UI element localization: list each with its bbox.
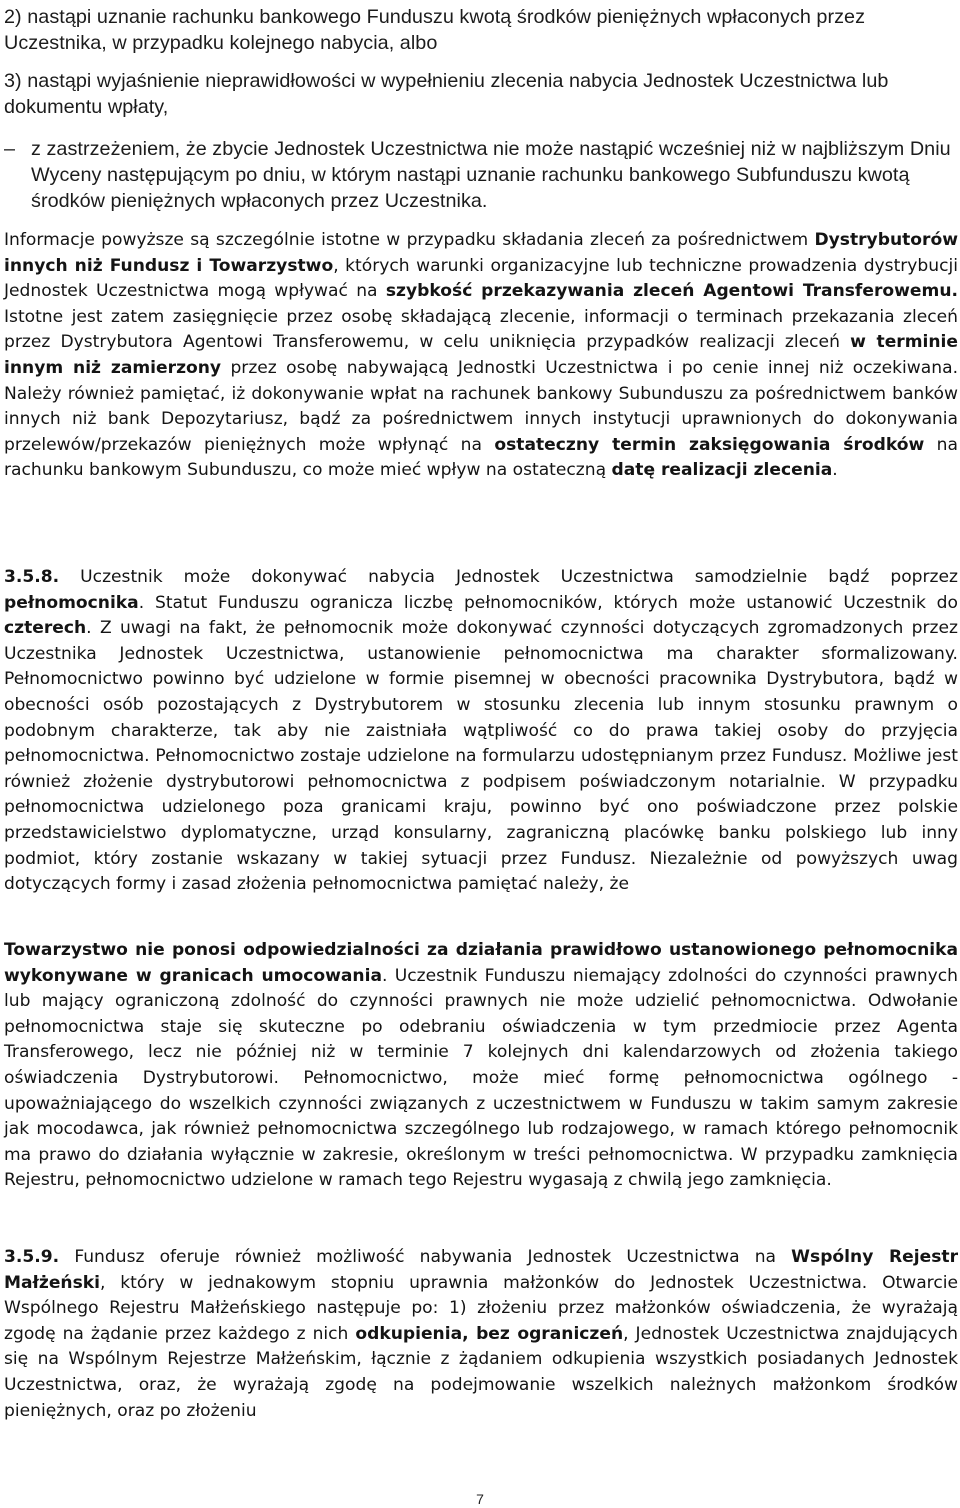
list-item-2: 2) nastąpi uznanie rachunku bankowego Funduszu kwotą środków pieniężnych wpłaconych przez Uczestnika, w przypadku kolejnego nabycia, albo (4, 6, 866, 55)
section-3-5-8 (4, 565, 958, 898)
info-text-2: , których warunki organizacyjne lub techniczne prowadzenia dystrybucji Jednostek Uczestnictwa mogą wpływać na (4, 255, 958, 302)
info-bold-date: datę realizacji zlecenia (611, 460, 833, 481)
s359-text-3: , Jednostek Uczestnictwa znajdujących się na Wspólnym Rejestrze Małżeńskim, łącznie z żądaniem odkupienia wszystkich posiadanych Jednostek Uczestnictwa, oraz, że wyrażają zgodę na podejmowanie wszelkich należnych małżonkom środków pieniężnych, oraz po złożeniu (4, 1323, 959, 1421)
s359-bold-redemption: odkupienia, bez ograniczeń (355, 1323, 624, 1344)
section-3-5-9 (4, 1245, 958, 1424)
page-number: 7 (476, 1491, 484, 1507)
s358-text-1: Uczestnik może dokonywać nabycia Jednostek Uczestnictwa samodzielnie bądź poprzez (59, 567, 958, 587)
liability-paragraph (4, 938, 958, 1194)
info-text-1: Informacje powyższe są szczególnie istotne w przypadku składania zleceń za pośrednictwem (4, 230, 815, 250)
s358-text-3: . Z uwagi na fakt, że pełnomocnik może dokonywać czynności dotyczących zgromadzonych przez Uczestnika Jednostek Uczestnictwa, ustanowienie pełnomocnictwa ma charakter sformalizowany. Pełnomocnictwo powinno być udzielone w formie pisemnej w obecności pracownika Dystrybutora, bądź w obecności osób pozostających z Dystrybutorem w stosunku zlecenia lub innym stosunku prawnym o podobnym charakterze, tak aby nie zaistniała wątpliwość co do prawa takiej osoby do przyjęcia pełnomocnictwa. Pełnomocnictwo zostaje udzielone na formularzu udostępnianym przez Fundusz. Możliwe jest również złożenie dystrybutorowi pełnomocnictwa z podpisem poświadczonym notarialnie. W przypadku pełnomocnictwa udzielonego poza granicami kraju, powinno być ono poświadczone przez polskie przedstawicielstwo dyplomatyczne, urząd konsularny, zagraniczną placówkę banku polskiego lub inny podmiot, który zostanie wskazany w takiej sytuacji przez Fundusz. Niezależnie od powyższych uwag dotyczących formy i zasad złożenia pełnomocnictwa pamiętać należy, że (4, 618, 958, 895)
section-number-3-5-9: 3.5.9. (4, 1247, 60, 1267)
info-bold-speed: szybkość przekazywania zleceń Agentowi Transferowemu. (385, 281, 958, 302)
s359-text-2: , który w jednakowym stopniu uprawnia małżonków do Jednostek Uczestnictwa. Otwarcie Wspólnego Rejestru Małżeńskiego następuje po: 1) złożeniu przez małżonków oświadczenia, że wyrażają zgodę na żądanie przez każdego z nich (4, 1272, 958, 1344)
liability-text: . Uczestnik Funduszu niemający zdolności do czynności prawnych lub mający ograniczoną zdolność do czynności prawnych nie może udzielić pełnomocnictwa. Odwołanie pełnomocnictwa staje się skuteczne po odebraniu oświadczenia w tym przedmiocie przez Agenta Transferowego, lecz nie później niż w terminie 7 kolejnych dni kalendarzowych od złożenia takiego oświadczenia Dystrybutorowi. Pełnomocnictwo, może mieć formę pełnomocnictwa ogólnego - upoważniającego do wszelkich czynności związanych z uczestnictwem w Funduszu w takim samym zakresie jak mocodawca, jak również pełnomocnictwa szczególnego lub rodzajowego, w ramach którego pełnomocnik ma prawo do działania wyłącznie w zakresie, określonym w treści pełnomocnictwa. W przypadku zamknięcia Rejestru, pełnomocnictwo udzielone w ramach tego Rejestru wygasają z chwilą jego zamknięcia. (4, 965, 958, 1191)
s359-text-1: Fundusz oferuje również możliwość nabywania Jednostek Uczestnictwa na (59, 1247, 792, 1267)
info-bold-term: w terminie innym niż zamierzony (4, 332, 959, 378)
s358-bold-four: czterech (4, 618, 87, 639)
s359-bold-register: Wspólny Rejestr Małżeński (4, 1247, 958, 1293)
info-text-5: na rachunku bankowym Subunduszu, co może mieć wpływ na ostateczną (4, 434, 958, 481)
s358-bold-proxy: pełnomocnika (4, 592, 139, 613)
info-text-6: . (832, 460, 838, 481)
list-item-3: 3) nastąpi wyjaśnienie nieprawidłowości w wypełnieniu zlecenia nabycia Jednostek Uczestnictwa lub dokumentu wpłaty, (4, 70, 889, 119)
info-text-3: Istotne jest zatem zasięgnięcie przez osobę składającą zlecenie, informacji o terminach przekazania zleceń przez Dystrybutora Agentowi Transferowemu, w celu uniknięcia przypadków realizacji zleceń (4, 306, 958, 353)
section-number-3-5-8: 3.5.8. (4, 567, 60, 587)
info-bold-booking: ostateczny termin zaksięgowania środków (494, 434, 925, 455)
reservation-text: z zastrzeżeniem, że zbycie Jednostek Uczestnictwa nie może nastąpić wcześniej niż w najbliższym Dniu Wyceny następującym po dniu, w którym nastąpi uznanie rachunku bankowego Subfunduszu kwotą środków pieniężnych wpłaconych przez Uczestnika. (31, 138, 951, 213)
info-text-4: przez osobę nabywającą Jednostki Uczestnictwa i po cenie innej niż oczekiwana. Należy również pamiętać, iż dokonywanie wpłat na rachunek bankowy Subunduszu za pośrednictwem banków innych niż bank Depozytariusz, bądź za pośrednictwem innych instytucji uprawnionych do dokonywania przelewów/przekazów pieniężnych może wpłynąć na (4, 357, 959, 455)
s358-text-2: . Statut Funduszu ogranicza liczbę pełnomocników, których może ustanowić Uczestnik do (138, 592, 958, 613)
dash-bullet: – (4, 138, 16, 160)
info-paragraph (4, 228, 958, 484)
liability-bold: Towarzystwo nie ponosi odpowiedzialności za działania prawidłowo ustanowionego pełnomocnika wykonywane w granicach umocowania (4, 940, 958, 986)
info-bold-distributors: Dystrybutorów innych niż Fundusz i Towarzystwo (4, 230, 958, 276)
